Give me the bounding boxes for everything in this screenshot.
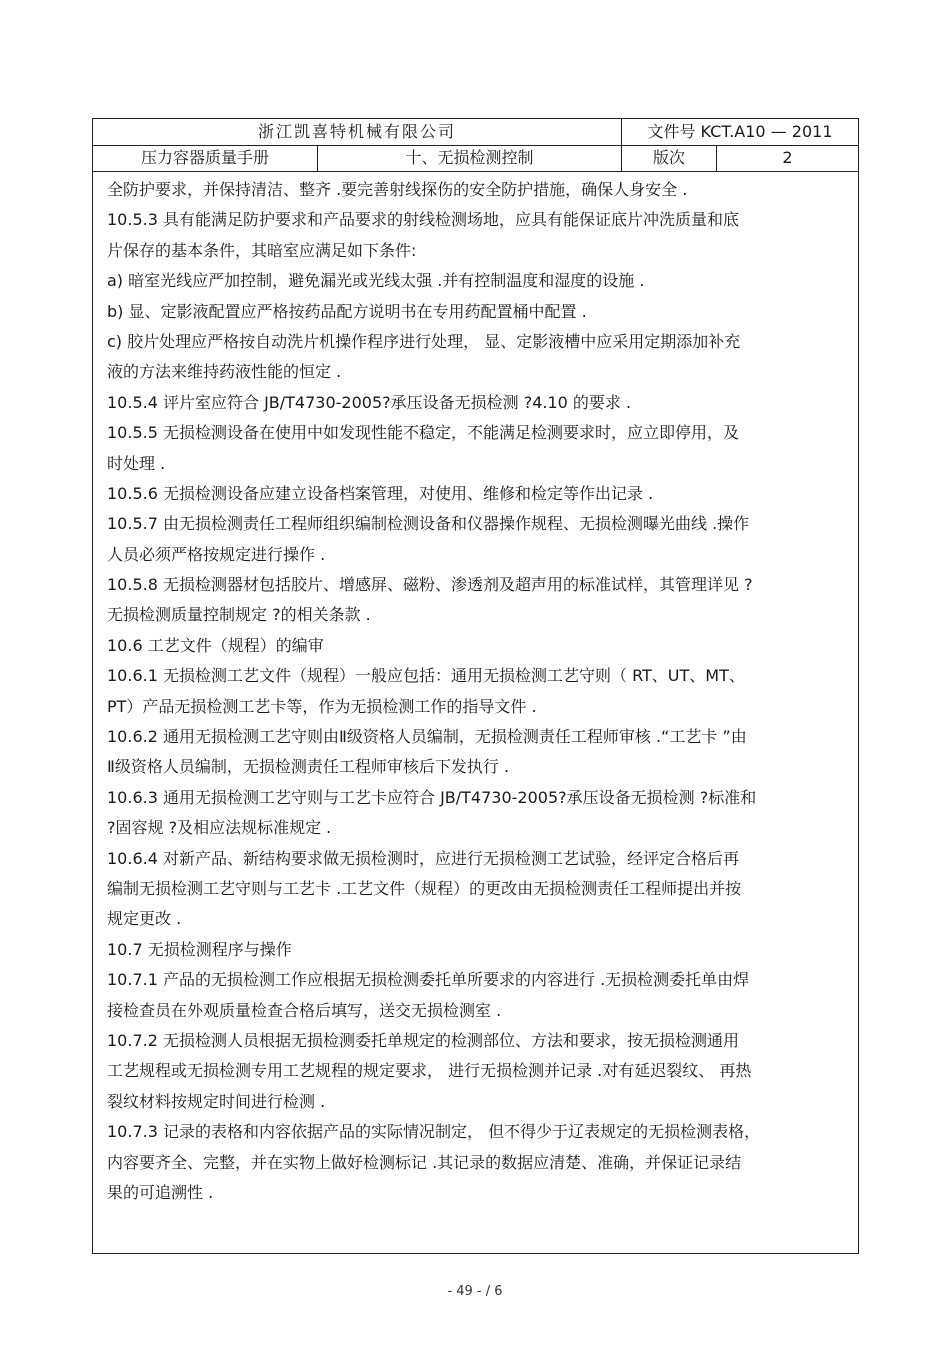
text-line: 10.7.1 产品的无损检测工作应根据无损检测委托单所要求的内容进行 .无损检测委托单由焊: [107, 970, 750, 990]
text-line: 全防护要求，并保持清洁、整齐 .要完善射线探伤的安全防护措施，确保人身安全 .: [107, 180, 688, 199]
version-value: 2: [782, 148, 793, 167]
text-line: Ⅱ级资格人员编制，无损检测责任工程师审核后下发执行 .: [107, 757, 510, 777]
text-line: 10.6.2 通用无损检测工艺守则由Ⅱ级资格人员编制，无损检测责任工程师审核 .“工艺卡 ”由: [107, 727, 747, 747]
text-line: 内容要齐全、完整，并在实物上做好检测标记 .其记录的数据应清楚、准确，并保证记录结: [107, 1152, 742, 1172]
text-line: a) 暗室光线应严加控制，避免漏光或光线太强 .并有控制温度和湿度的设施 .: [107, 271, 645, 291]
text-line: 10.5.6 无损检测设备应建立设备档案管理，对使用、维修和检定等作出记录 .: [107, 483, 654, 503]
section-title: 十、无损检测控制: [405, 148, 534, 167]
text-line: PT）产品无损检测工艺卡等，作为无损检测工作的指导文件 .: [107, 696, 537, 716]
text-line: 无损检测质量控制规定 ?的相关条款 .: [107, 605, 371, 625]
text-line: 10.7.2 无损检测人员根据无损检测委托单规定的检测部位、方法和要求，按无损检测通用: [107, 1030, 739, 1050]
text-line: 人员必须严格按规定进行操作 .: [107, 544, 326, 564]
text-line: 规定更改 .: [107, 909, 182, 929]
text-line: ?固容规 ?及相应法规标准规定 .: [107, 818, 332, 838]
text-line: 工艺规程或无损检测专用工艺规程的规定要求， 进行无损检测并记录 .对有延迟裂纹、 再热: [107, 1061, 752, 1081]
text-line: 时处理 .: [107, 453, 166, 473]
text-line: 10.5.7 由无损检测责任工程师组织编制检测设备和仪器操作规程、无损检测曝光曲线 .操作: [107, 514, 750, 534]
version-label: 版次: [652, 148, 685, 167]
text-line: 液的方法来维持药液性能的恒定 .: [107, 362, 342, 382]
document-frame: [92, 118, 859, 1254]
text-line: 片保存的基本条件，其暗室应满足如下条件:: [107, 240, 417, 260]
text-line: 10.6.1 无损检测工艺文件（规程）一般应包括：通用无损检测工艺守则（ RT、UT、MT、: [107, 666, 745, 686]
text-line: 10.6 工艺文件（规程）的编审: [107, 635, 324, 655]
manual-title: 压力容器质量手册: [140, 148, 269, 167]
document-body: [107, 175, 849, 1208]
text-line: 10.6.3 通用无损检测工艺守则与工艺卡应符合 JB/T4730-2005?承压设备无损检测 ?标准和: [107, 787, 757, 807]
text-line: 10.5.4 评片室应符合 JB/T4730-2005?承压设备无损检测 ?4.10 的要求 .: [107, 392, 632, 412]
text-line: 裂纹材料按规定时间进行检测 .: [107, 1091, 326, 1111]
text-line: c) 胶片处理应严格按自动洗片机操作程序进行处理， 显、定影液槽中应采用定期添加补充: [107, 331, 741, 351]
text-line: b) 显、定影液配置应严格按药品配方说明书在专用药配置桶中配置 .: [107, 301, 587, 321]
header-row-2: [93, 145, 858, 172]
header-row-1: [93, 119, 858, 146]
text-line: 10.5.8 无损检测器材包括胶片、增感屏、磁粉、渗透剂及超声用的标准试样，其管理详见 ?: [107, 575, 753, 595]
text-line: 接检查员在外观质量检查合格后填写，送交无损检测室 .: [107, 1000, 502, 1020]
text-line: 10.6.4 对新产品、新结构要求做无损检测时，应进行无损检测工艺试验，经评定合格后再: [107, 848, 739, 868]
page-number: - 49 - / 6: [447, 1284, 503, 1299]
document-number: 文件号 KCT.A10 — 2011: [647, 122, 833, 141]
company-name: 浙江凯喜特机械有限公司: [257, 122, 456, 141]
text-line: 10.5.3 具有能满足防护要求和产品要求的射线检测场地，应具有能保证底片冲洗质量和底: [107, 210, 739, 230]
text-line: 果的可追溯性 .: [107, 1182, 214, 1202]
text-line: 10.5.5 无损检测设备在使用中如发现性能不稳定，不能满足检测要求时，应立即停用，及: [107, 423, 739, 443]
text-line: 编制无损检测工艺守则与工艺卡 .工艺文件（规程）的更改由无损检测责任工程师提出并按: [107, 878, 742, 898]
text-line: 10.7.3 记录的表格和内容依据产品的实际情况制定， 但不得少于辽表规定的无损检测表格，: [107, 1122, 761, 1142]
text-line: 10.7 无损检测程序与操作: [107, 939, 292, 959]
